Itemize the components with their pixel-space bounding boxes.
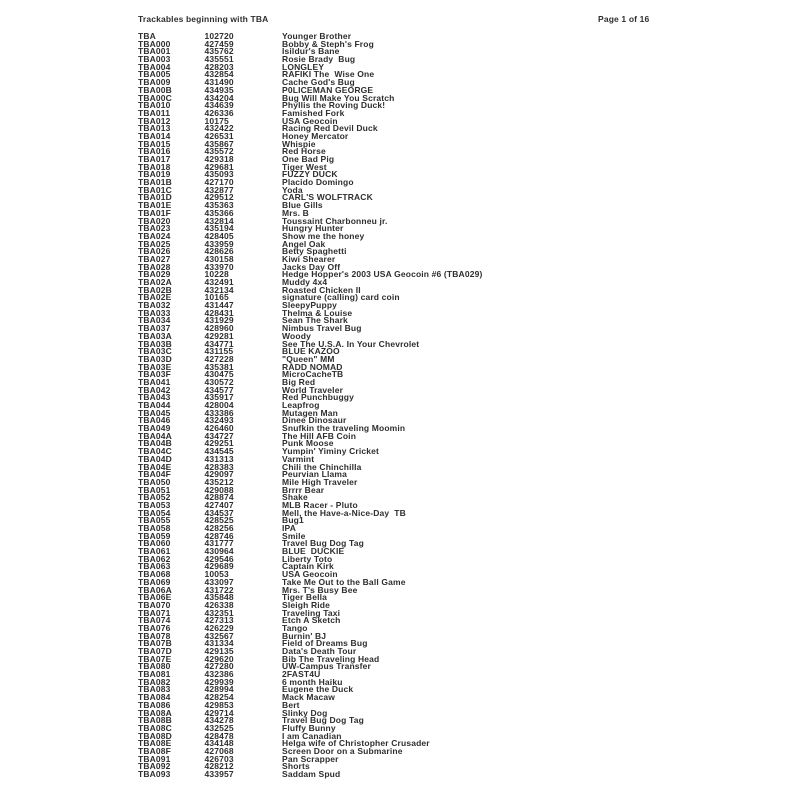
trackable-name: Leapfrog	[282, 400, 320, 410]
trackable-code: TBA012	[138, 115, 171, 126]
trackable-id: 432493	[204, 415, 234, 426]
trackable-name: Woody	[282, 330, 311, 341]
trackable-name: Famished Fork	[282, 107, 345, 118]
trackable-name: RADD NOMAD	[282, 361, 343, 372]
trackable-code: TBA025	[138, 238, 171, 249]
trackable-name: Tiger Bella	[282, 592, 327, 603]
trackable-code: TBA091	[138, 753, 171, 764]
trackable-code: TBA001	[138, 46, 171, 57]
trackable-name: Peurvian Llama	[282, 469, 347, 480]
trackable-code: TBA046	[138, 415, 171, 426]
trackable-id: 429088	[204, 484, 234, 495]
trackable-id: 428478	[204, 730, 234, 741]
trackable-id: 426460	[204, 423, 234, 434]
trackable-id: 426338	[204, 599, 234, 610]
trackable-name: Fluffy Bunny	[282, 722, 336, 733]
trackable-code: TBA055	[138, 515, 171, 526]
trackable-code: TBA005	[138, 69, 171, 80]
table-row	[138, 771, 698, 779]
trackable-id: 431313	[204, 453, 234, 464]
trackable-id: 429251	[204, 438, 234, 449]
page-number-indicator: Page 1 of 16	[598, 14, 650, 24]
trackable-code: TBA08B	[138, 715, 172, 726]
trackable-code: TBA08F	[138, 745, 172, 756]
trackable-name: Thelma & Louise	[282, 307, 353, 318]
trackable-code: TBA06E	[138, 592, 172, 603]
trackable-id: 432525	[204, 722, 234, 733]
trackable-name: Dinee Dinosaur	[282, 415, 347, 426]
trackable-code: TBA078	[138, 630, 171, 641]
trackable-id: 427313	[204, 615, 234, 626]
trackable-id: 426336	[204, 107, 234, 118]
trackable-code: TBA015	[138, 138, 171, 149]
trackable-name: MicroCacheTB	[282, 369, 344, 380]
trackable-name: Shake	[282, 492, 308, 503]
trackable-code: TBA016	[138, 146, 171, 157]
trackable-name: Screen Door on a Submarine	[282, 745, 403, 756]
trackable-name: SleepyPuppy	[282, 300, 338, 311]
trackable-name: Saddam Spud	[282, 769, 341, 779]
trackable-name: Brrrr Bear	[282, 484, 325, 495]
trackable-name: USA Geocoin	[282, 115, 338, 126]
trackable-code: TBA081	[138, 669, 171, 680]
trackable-name: Younger Brother	[282, 31, 352, 41]
trackable-id: 434577	[204, 384, 234, 395]
trackable-code: TBA062	[138, 553, 171, 564]
trackable-name: Blue Gills	[282, 200, 323, 211]
trackable-id: 434204	[204, 92, 234, 103]
trackable-name: Shorts	[282, 761, 310, 772]
trackable-name: P0LICEMAN GEORGE	[282, 84, 374, 95]
trackable-id: 428994	[204, 684, 234, 695]
trackable-code: TBA08D	[138, 730, 172, 741]
trackable-id: 435917	[204, 392, 234, 403]
trackable-id: 431447	[204, 300, 234, 311]
trackable-name: FUZZY DUCK	[282, 169, 338, 180]
trackable-id: 429714	[204, 707, 234, 718]
trackable-name: Hedge Hopper's 2003 USA Geocoin #6 (TBA029)	[282, 269, 483, 280]
trackable-name: Mrs. T's Busy Bee	[282, 584, 358, 595]
trackable-id: 432854	[204, 69, 234, 80]
trackable-id: 432877	[204, 184, 234, 195]
trackable-name: Show me the honey	[282, 230, 365, 241]
trackable-code: TBA01C	[138, 184, 172, 195]
trackable-name: UW-Campus Transfer	[282, 661, 371, 672]
trackable-id: 428405	[204, 230, 234, 241]
trackable-name: See The U.S.A. In Your Chevrolet	[282, 338, 420, 349]
trackable-code: TBA054	[138, 507, 171, 518]
trackable-code: TBA00B	[138, 84, 172, 95]
trackable-id: 428256	[204, 523, 234, 533]
trackable-code: TBA00C	[138, 92, 172, 103]
trackable-code: TBA04A	[138, 430, 172, 441]
trackable-code: TBA045	[138, 407, 171, 418]
trackable-code: TBA050	[138, 476, 171, 487]
trackable-name: Yumpin' Yiminy Cricket	[282, 446, 379, 457]
trackable-code: TBA024	[138, 230, 171, 241]
trackable-name: Travel Bug Dog Tag	[282, 715, 364, 726]
trackable-code: TBA03E	[138, 361, 172, 372]
trackable-id: 427459	[204, 38, 234, 49]
trackable-code: TBA04C	[138, 446, 172, 457]
trackable-code: TBA092	[138, 761, 171, 772]
trackable-id: 431722	[204, 584, 234, 595]
trackable-id: 435867	[204, 138, 234, 149]
trackable-code: TBA03D	[138, 353, 172, 364]
trackable-name: Punk Moose	[282, 438, 334, 449]
trackable-id: 429689	[204, 561, 234, 572]
trackable-code: TBA080	[138, 661, 171, 672]
trackable-id: 434727	[204, 430, 234, 441]
trackable-id: 429097	[204, 469, 234, 480]
trackable-code: TBA07E	[138, 653, 172, 664]
trackable-code: TBA04B	[138, 438, 172, 449]
trackable-name: One Bad Pig	[282, 154, 335, 164]
trackable-id: 432567	[204, 630, 234, 641]
trackable-id: 431490	[204, 77, 234, 88]
trackable-id: 428746	[204, 530, 234, 541]
trackable-code: TBA069	[138, 576, 171, 587]
trackable-id: 429620	[204, 653, 234, 664]
trackable-code: TBA01F	[138, 207, 172, 218]
trackable-code: TBA029	[138, 269, 171, 280]
trackable-code: TBA013	[138, 123, 171, 134]
trackable-code: TBA037	[138, 323, 171, 334]
trackable-id: 427170	[204, 177, 234, 188]
trackable-code: TBA026	[138, 246, 171, 257]
trackable-id: 435093	[204, 169, 234, 180]
trackable-name: Honey Mercator	[282, 130, 349, 141]
trackable-id: 428525	[204, 515, 234, 526]
trackable-name: CARL'S WOLFTRACK	[282, 192, 373, 203]
trackable-name: Placido Domingo	[282, 177, 354, 188]
trackable-id: 426703	[204, 753, 234, 764]
trackable-id: 10175	[204, 115, 229, 126]
trackable-id: 102720	[204, 31, 234, 41]
trackable-name: Snufkin the traveling Moomin	[282, 423, 406, 434]
trackable-code: TBA071	[138, 607, 171, 618]
trackable-code: TBA07B	[138, 638, 172, 649]
trackable-code: TBA052	[138, 492, 171, 503]
trackable-name: Kiwi Shearer	[282, 253, 336, 264]
trackable-name: Take Me Out to the Ball Game	[282, 576, 406, 587]
trackable-id: 428874	[204, 492, 234, 503]
trackable-code: TBA04E	[138, 461, 172, 472]
trackable-id: 431155	[204, 346, 234, 357]
trackable-name: Hungry Hunter	[282, 223, 344, 234]
trackable-code: TBA041	[138, 376, 171, 387]
page-title: Trackables beginning with TBA	[138, 14, 269, 24]
trackable-name: Slinky Dog	[282, 707, 328, 718]
trackable-id: 430158	[204, 253, 234, 264]
trackable-name: Liberty Toto	[282, 553, 333, 564]
trackable-name: Varmint	[282, 453, 315, 464]
trackable-code: TBA02A	[138, 277, 172, 287]
trackable-name: Bib The Traveling Head	[282, 653, 380, 664]
trackable-name: Eugene the Duck	[282, 684, 354, 695]
trackable-code: TBA07D	[138, 646, 172, 656]
trackable-name: Sleigh Ride	[282, 599, 330, 610]
trackable-name: Isildur's Bane	[282, 46, 340, 57]
trackable-name: Smile	[282, 530, 306, 541]
trackable-name: LONGLEY	[282, 61, 325, 72]
trackable-name: Mell, the Have-a-Nice-Day TB	[282, 507, 406, 518]
trackable-id: 434545	[204, 446, 234, 457]
trackable-name: Pan Scrapper	[282, 753, 339, 764]
trackable-name: 6 month Haiku	[282, 676, 343, 687]
trackable-code: TBA03C	[138, 346, 172, 357]
trackable-code: TBA019	[138, 169, 171, 180]
trackable-code: TBA027	[138, 253, 171, 264]
trackable-code: TBA028	[138, 261, 171, 272]
trackable-id: 430572	[204, 376, 234, 387]
trackable-name: Burnin' BJ	[282, 630, 327, 641]
trackable-name: Data's Death Tour	[282, 646, 357, 656]
trackable-code: TBA004	[138, 61, 171, 72]
trackable-code: TBA010	[138, 100, 171, 111]
trackable-id: 428212	[204, 761, 234, 772]
trackable-name: Jacks Day Off	[282, 261, 341, 272]
trackable-code: TBA068	[138, 569, 171, 580]
trackable-code: TBA009	[138, 77, 171, 88]
trackable-id: 427228	[204, 353, 234, 364]
trackable-code: TBA018	[138, 161, 171, 172]
trackable-id: 428203	[204, 61, 234, 72]
trackable-id: 429546	[204, 553, 234, 564]
trackable-id: 428254	[204, 692, 234, 703]
trackable-id: 429681	[204, 161, 234, 172]
trackable-id: 435762	[204, 46, 234, 57]
trackable-name: Rosie Brady Bug	[282, 54, 356, 65]
trackable-code: TBA083	[138, 684, 171, 695]
trackable-code: TBA014	[138, 130, 171, 141]
trackable-name: World Traveler	[282, 384, 344, 395]
trackable-code: TBA01D	[138, 192, 172, 203]
trackable-id: 434537	[204, 507, 234, 518]
trackable-id: 432491	[204, 277, 234, 287]
trackable-code: TBA06A	[138, 584, 172, 595]
trackable-name: Mrs. B	[282, 207, 309, 218]
trackable-id: 429318	[204, 154, 234, 164]
trackable-code: TBA02E	[138, 292, 172, 303]
trackable-code: TBA044	[138, 400, 171, 410]
trackable-id: 432814	[204, 215, 234, 226]
trackable-name: Helga wife of Christopher Crusader	[282, 738, 430, 749]
trackable-name: Field of Dreams Bug	[282, 638, 368, 649]
trackable-code: TBA000	[138, 38, 171, 49]
trackable-name: Muddy 4x4	[282, 277, 328, 287]
trackable-code: TBA051	[138, 484, 171, 495]
trackable-id: 429135	[204, 646, 234, 656]
trackable-name: Whispie	[282, 138, 316, 149]
trackable-code: TBA08A	[138, 707, 172, 718]
trackable-name: Chili the Chinchilla	[282, 461, 362, 472]
trackable-code: TBA023	[138, 223, 171, 234]
trackable-id: 428431	[204, 307, 234, 318]
trackable-name: Betty Spaghetti	[282, 246, 347, 257]
trackable-code: TBA020	[138, 215, 171, 226]
trackable-name: Angel Oak	[282, 238, 326, 249]
trackable-code: TBA033	[138, 307, 171, 318]
trackable-name: Bug Will Make You Scratch	[282, 92, 395, 103]
trackable-code: TBA03F	[138, 369, 172, 380]
trackable-id: 434639	[204, 100, 234, 111]
trackable-id: 431929	[204, 315, 234, 326]
trackable-id: 435194	[204, 223, 234, 234]
trackable-id: 433957	[204, 769, 234, 779]
trackable-name: Bobby & Steph's Frog	[282, 38, 374, 49]
trackable-name: Mile High Traveler	[282, 476, 358, 487]
trackable-name: Mutagen Man	[282, 407, 338, 418]
trackable-id: 434935	[204, 84, 234, 95]
trackable-id: 427068	[204, 745, 234, 756]
trackable-id: 432422	[204, 123, 234, 134]
trackable-id: 435551	[204, 54, 234, 65]
trackable-id: 431777	[204, 538, 234, 549]
trackable-id: 429939	[204, 676, 234, 687]
trackable-name: I am Canadian	[282, 730, 342, 741]
trackable-code: TBA034	[138, 315, 171, 326]
trackable-id: 10053	[204, 569, 229, 580]
trackable-name: Traveling Taxi	[282, 607, 341, 618]
trackable-name: Mack Macaw	[282, 692, 336, 703]
trackable-code: TBA053	[138, 499, 171, 510]
trackable-id: 434771	[204, 338, 234, 349]
trackable-id: 428383	[204, 461, 234, 472]
trackable-code: TBA061	[138, 546, 171, 557]
trackable-name: signature (calling) card coin	[282, 292, 400, 303]
trackable-name: 2FAST4U	[282, 669, 321, 680]
trackable-name: Sean The Shark	[282, 315, 348, 326]
trackable-id: 433097	[204, 576, 234, 587]
trackable-name: Captain Kirk	[282, 561, 334, 572]
trackable-id: 428626	[204, 246, 234, 257]
trackable-code: TBA08C	[138, 722, 172, 733]
trackable-name: Phyllis the Roving Duck!	[282, 100, 386, 111]
trackable-name: Tiger West	[282, 161, 327, 172]
trackable-code: TBA042	[138, 384, 171, 395]
trackable-code: TBA058	[138, 523, 171, 533]
trackable-code: TBA070	[138, 599, 171, 610]
trackable-id: 433970	[204, 261, 234, 272]
trackable-code: TBA011	[138, 107, 171, 118]
trackable-id: 426531	[204, 130, 234, 141]
trackable-code: TBA093	[138, 769, 171, 779]
trackable-id: 427407	[204, 499, 234, 510]
trackable-id: 435363	[204, 200, 234, 211]
trackable-name: The Hill AFB Coin	[282, 430, 357, 441]
trackable-code: TBA01E	[138, 200, 172, 211]
trackable-name: MLB Racer - Pluto	[282, 499, 358, 510]
trackable-name: Travel Bug Dog Tag	[282, 538, 364, 549]
trackable-id: 10228	[204, 269, 229, 280]
trackable-code: TBA043	[138, 392, 171, 403]
trackable-name: Racing Red Devil Duck	[282, 123, 378, 134]
trackable-id: 435212	[204, 476, 234, 487]
trackable-name: BLUE KAZOO	[282, 346, 340, 357]
trackable-name: RAFIKI The Wise One	[282, 69, 375, 80]
trackable-name: BLUE DUCKIE	[282, 546, 345, 557]
trackable-code: TBA032	[138, 300, 171, 311]
trackable-id: 431334	[204, 638, 234, 649]
trackable-name: Red Horse	[282, 146, 326, 157]
trackable-id: 428004	[204, 400, 234, 410]
trackable-name: Etch A Sketch	[282, 615, 341, 626]
trackable-id: 435366	[204, 207, 234, 218]
trackable-id: 433386	[204, 407, 234, 418]
trackable-name: USA Geocoin	[282, 569, 338, 580]
trackable-name: Tango	[282, 622, 308, 633]
trackable-name: IPA	[282, 523, 297, 533]
trackable-id: 427280	[204, 661, 234, 672]
trackable-code: TBA01B	[138, 177, 172, 188]
trackable-id: 429512	[204, 192, 234, 203]
trackable-name: Toussaint Charbonneu jr.	[282, 215, 388, 226]
trackable-code: TBA	[138, 31, 156, 41]
trackable-code: TBA04D	[138, 453, 172, 464]
trackable-code: TBA08E	[138, 738, 172, 749]
trackable-id: 428960	[204, 323, 234, 334]
trackable-id: 10165	[204, 292, 229, 303]
trackable-code: TBA04F	[138, 469, 172, 480]
trackable-id: 430475	[204, 369, 234, 380]
trackable-code: TBA03B	[138, 338, 172, 349]
trackable-name: Big Red	[282, 376, 316, 387]
trackable-id: 433959	[204, 238, 234, 249]
trackable-code: TBA074	[138, 615, 171, 626]
trackable-id: 434148	[204, 738, 234, 749]
trackables-list	[138, 33, 698, 779]
trackable-id: 432134	[204, 284, 234, 295]
trackable-id: 434278	[204, 715, 234, 726]
trackable-code: TBA060	[138, 538, 171, 549]
trackable-code: TBA02B	[138, 284, 172, 295]
trackable-code: TBA059	[138, 530, 171, 541]
trackable-id: 432351	[204, 607, 234, 618]
trackable-id: 435572	[204, 146, 234, 157]
trackable-code: TBA049	[138, 423, 171, 434]
trackable-code: TBA086	[138, 699, 171, 710]
trackable-code: TBA03A	[138, 330, 172, 341]
trackable-code: TBA017	[138, 154, 171, 164]
trackable-name: Cache God's Bug	[282, 77, 355, 88]
trackable-id: 426229	[204, 622, 234, 633]
trackable-id: 432386	[204, 669, 234, 680]
trackable-name: "Queen" MM	[282, 353, 335, 364]
trackable-id: 435848	[204, 592, 234, 603]
trackable-id: 429281	[204, 330, 234, 341]
trackable-id: 435381	[204, 361, 234, 372]
trackable-code: TBA076	[138, 622, 171, 633]
trackable-code: TBA082	[138, 676, 171, 687]
trackable-name: Bert	[282, 699, 300, 710]
trackable-name: Red Punchbuggy	[282, 392, 355, 403]
trackable-name: Nimbus Travel Bug	[282, 323, 362, 334]
trackable-code: TBA003	[138, 54, 171, 65]
trackable-name: Yoda	[282, 184, 303, 195]
trackable-name: Bug1	[282, 515, 304, 526]
trackable-code: TBA063	[138, 561, 171, 572]
trackable-id: 430964	[204, 546, 234, 557]
trackable-code: TBA084	[138, 692, 171, 703]
trackable-id: 429853	[204, 699, 234, 710]
trackable-name: Roasted Chicken II	[282, 284, 361, 295]
